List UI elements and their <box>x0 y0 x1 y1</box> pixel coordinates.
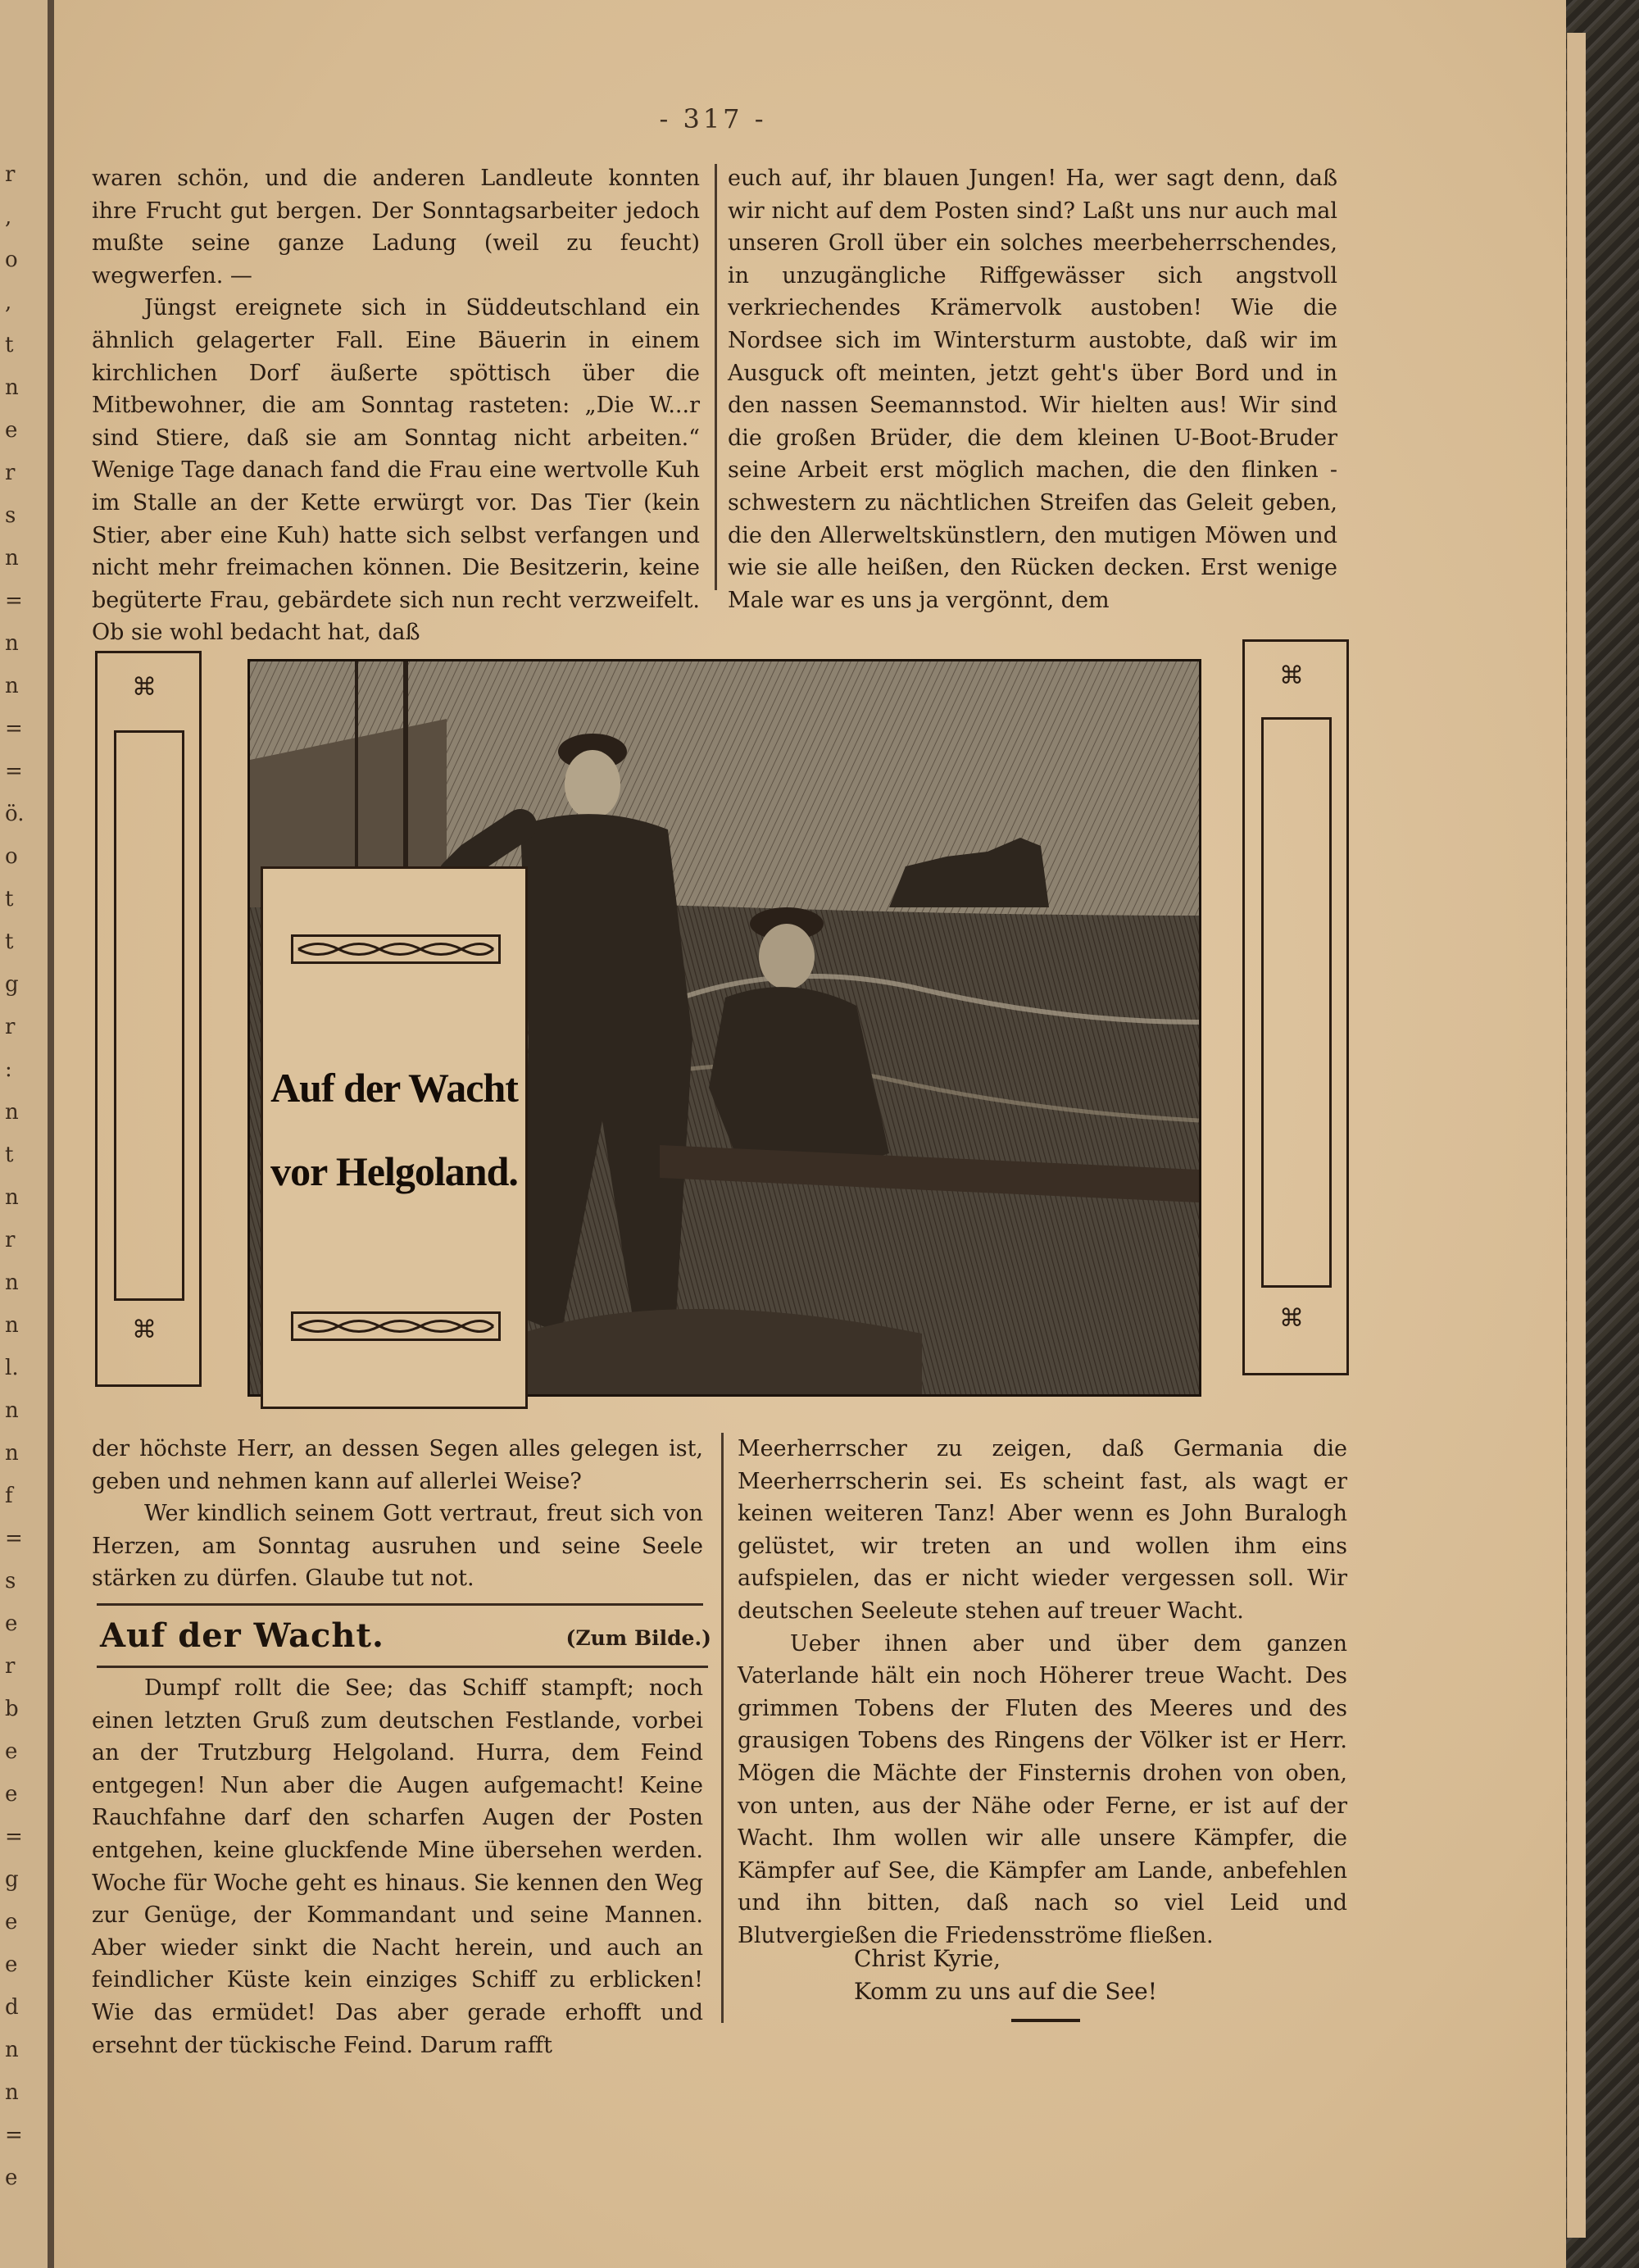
prev-page-fragment: g <box>5 1867 19 1892</box>
headline-underline <box>97 1666 708 1668</box>
article-note: (Zum Bilde.) <box>565 1626 711 1650</box>
frame-inner-panel <box>114 730 184 1301</box>
frame-ornament-icon: ⌘ <box>1279 1304 1304 1333</box>
column-top-right <box>728 162 1337 616</box>
prev-page-fragment: e <box>5 1910 18 1934</box>
column-divider <box>715 164 717 590</box>
prev-page-fragment: n <box>5 631 19 656</box>
prev-page-fragment: t <box>5 929 14 954</box>
paragraph: Ueber ihnen aber und über dem ganzen Vaterlande hält ein noch Höherer treue Wacht. Des grimmen Tobens der Fluten des Meeres und des grausigen Tobens des Ringens der Völker ist er Herr. Mögen die Mächte der Finsternis drohen von oben, von unten, aus der Nähe oder Ferne, er ist auf der Wacht. Ihm wollen wir alle unsere Kämpfer, die Kämpfer auf See, die Kämpfer am Lande, anbefehlen und ihn bitten, daß nach so viel Leid und Blutvergießen die Friedensströme fließen. <box>738 1630 1347 1948</box>
prev-page-fragment: : <box>5 1057 12 1082</box>
prev-page-fragment: r <box>5 461 16 485</box>
prev-page-fragment: = <box>5 759 23 784</box>
plate-title-line-1: Auf der Wacht <box>270 1065 518 1111</box>
prev-page-fragment: e <box>5 1952 18 1977</box>
prev-page-fragment: ö. <box>5 802 25 826</box>
prev-page-fragment: o <box>5 844 18 869</box>
prev-page-fragment: t <box>5 333 14 357</box>
frame-ornament-icon: ⌘ <box>132 1316 157 1344</box>
prev-page-fragment: r <box>5 1654 16 1679</box>
prev-page-fragment: , <box>5 290 12 315</box>
column-divider <box>721 1433 724 2023</box>
prev-page-fragment: e <box>5 1739 18 1764</box>
prev-page-fragment: = <box>5 1825 23 1849</box>
previous-page-strip <box>0 0 48 2268</box>
prev-page-fragment: t <box>5 887 14 911</box>
page-number: - 317 - <box>659 103 767 134</box>
paragraph: der höchste Herr, an dessen Segen alles gelegen ist, geben und nehmen kann auf allerlei Weise? <box>92 1436 703 1494</box>
leaf-ornament-bottom <box>291 1311 501 1341</box>
prev-page-fragment: o <box>5 248 18 272</box>
verse-line: Christ Kyrie, <box>854 1945 1001 1972</box>
prev-page-fragment: n <box>5 1100 19 1125</box>
prev-page-fragment: n <box>5 1398 19 1423</box>
leaf-ornament-top <box>291 934 501 964</box>
paragraph: Meerherrscher zu zeigen, daß Germania die Meerherrscherin sei. Es scheint fast, als wagt er keinen weiteren Tanz! Aber wenn es John Buralogh gelüstet, wir treten an und wollen ihm eins aufspielen, das er nicht wieder vergessen soll. Wir deutschen Seeleute stehen auf treuer Wacht. <box>738 1436 1347 1624</box>
prev-page-fragment: e <box>5 1782 18 1807</box>
prev-page-fragment: r <box>5 162 16 187</box>
prev-page-fragment: g <box>5 972 19 997</box>
prev-page-fragment: r <box>5 1015 16 1039</box>
article-title: Auf der Wacht. <box>100 1616 384 1655</box>
verse-line: Komm zu uns auf die See! <box>854 1978 1157 2005</box>
ornamental-frame-right <box>1242 639 1349 1375</box>
column-bottom-left-article <box>92 1672 703 2061</box>
prev-page-fragment: s <box>5 503 16 528</box>
prev-page-fragment: = <box>5 716 23 741</box>
page-edge <box>1567 33 1586 2238</box>
column-bottom-right <box>738 1433 1347 1952</box>
prev-page-fragment: n <box>5 2080 19 2105</box>
title-plate <box>261 866 528 1409</box>
prev-page-fragment: t <box>5 1143 14 1167</box>
prev-page-fragment: n <box>5 1441 19 1466</box>
ornamental-frame-left <box>95 651 202 1387</box>
prev-page-fragment: e <box>5 1611 18 1636</box>
prev-page-fragment: = <box>5 589 23 613</box>
paragraph: euch auf, ihr blauen Jungen! Ha, wer sagt denn, daß wir nicht auf dem Posten sind? Laßt uns nur auch mal unseren Groll über ein solches meerbeherrschendes, in unzugängliche Riffgewässer sich angstvoll verkriechendes Krämervolk austoben! Wie die Nordsee sich im Wintersturm austobte, daß wir im Ausguck oft meinten, jetzt geht's über Bord und in den nassen Seemannstod. Wir hielten aus! Wir sind die großen Brüder, die dem kleinen U-Boot-Bruder seine Arbeit erst möglich machen, die den flinken -schwestern zu nächtlichen Streifen das Geleit geben, die den Allerweltskünstlern, den mutigen Möwen und wie sie alle heißen, den Rücken decken. Erst wenige Male war es uns ja vergönnt, dem <box>728 166 1337 613</box>
prev-page-fragment: l. <box>5 1356 19 1380</box>
paragraph: Wer kindlich seinem Gott vertraut, freut sich von Herzen, am Sonntag ausruhen und seine Seele stärken zu dürfen. Glaube tut not. <box>92 1501 703 1592</box>
prev-page-fragment: n <box>5 2038 19 2062</box>
frame-inner-panel <box>1261 717 1332 1288</box>
prev-page-fragment: e <box>5 2166 18 2190</box>
prev-page-fragment: n <box>5 1270 19 1295</box>
prev-page-fragment: f <box>5 1484 13 1508</box>
prev-page-fragment: r <box>5 1228 16 1252</box>
paragraph: Dumpf rollt die See; das Schiff stampft; noch einen letzten Gruß zum deutschen Festlande, vorbei an der Trutzburg Helgoland. Hurra, dem Feind entgegen! Nun aber die Augen aufgemacht! Keine Rauchfahne darf den scharfen Augen der Posten entgehen, keine gluckfende Mine übersehen werden. Woche für Woche geht es hinaus. Sie kennen den Weg zur Genüge, der Kommandant und seine Mannen. Aber wieder sinkt die Nacht herein, und auch an feindlicher Küste kein einziges Schiff zu erblicken! Wie das ermüdet! Das aber gerade erhofft und ersehnt der tückische Feind. Darum rafft <box>92 1675 703 2058</box>
plate-title-line-2: vor Helgoland. <box>270 1148 518 1194</box>
prev-page-fragment: b <box>5 1697 19 1721</box>
paragraph: Jüngst ereignete sich in Süddeutschland ein ähnlich gelagerter Fall. Eine Bäuerin in einem kirchlichen Dorf äußerte spöttisch über die Mitbewohner, die am Sonntag rasteten: „Die W...r sind Stiere, daß sie am Sonntag nicht arbeiten.“ Wenige Tage danach fand die Frau eine wertvolle Kuh im Stalle an der Kette erwürgt vor. Das Tier (kein Stier, aber eine Kuh) hatte sich selbst verfangen und nicht mehr freimachen können. Die Besitzerin, keine begüterte Frau, gebärdete sich nun recht verzweifelt. Ob sie wohl bedacht hat, daß <box>92 295 700 646</box>
prev-page-fragment: = <box>5 2123 23 2148</box>
prev-page-fragment: n <box>5 546 19 570</box>
frame-ornament-icon: ⌘ <box>132 673 157 702</box>
prev-page-fragment: n <box>5 674 19 698</box>
column-top-left <box>92 162 700 649</box>
prev-page-fragment: d <box>5 1995 19 2020</box>
prev-page-fragment: e <box>5 418 18 443</box>
prev-page-fragment: n <box>5 375 19 400</box>
prev-page-fragment: n <box>5 1313 19 1338</box>
column-bottom-left-upper <box>92 1433 703 1605</box>
paragraph: waren schön, und die anderen Landleute konnten ihre Frucht gut bergen. Der Sonntagsarbeiter jedoch mußte seine ganze Ladung (weil zu feucht) wegwerfen. — <box>92 166 700 289</box>
end-rule <box>1011 2019 1080 2022</box>
prev-page-fragment: = <box>5 1526 23 1551</box>
article-headline <box>100 1616 711 1659</box>
prev-page-fragment: s <box>5 1569 16 1593</box>
article-separator <box>97 1603 703 1606</box>
prev-page-fragment: , <box>5 205 12 230</box>
frame-ornament-icon: ⌘ <box>1279 661 1304 690</box>
prev-page-fragment: n <box>5 1185 19 1210</box>
closing-verse <box>854 1943 1346 2008</box>
